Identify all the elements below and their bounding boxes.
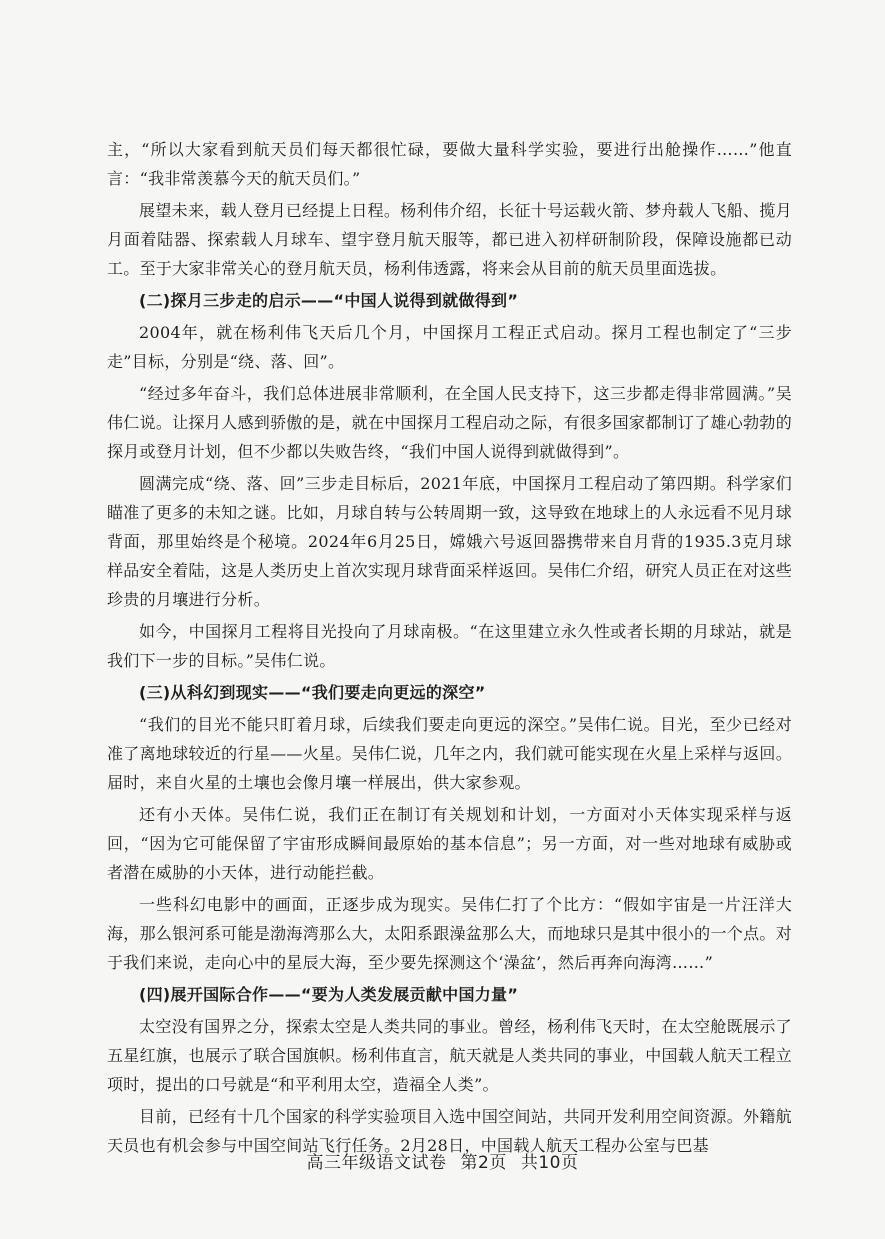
- article-body: [107, 135, 792, 1160]
- paragraph-space-station: 目前，已经有十几个国家的科学实验项目入选中国空间站，共同开发利用空间资源。外籍航天员也有机会参与中国空间站飞行任务。2月28日，中国载人航天工程办公室与巴基: [107, 1107, 792, 1155]
- paragraph-small-bodies: 还有小天体。吴伟仁说，我们正在制订有关规划和计划，一方面对小天体实现采样与返回，“因为它可能保留了宇宙形成瞬间最原始的基本信息”；另一方面，对一些对地球有威胁或者潜在威胁的小天体，进行动能拦截。: [107, 805, 792, 882]
- paragraph-deep-space: “我们的目光不能只盯着月球，后续我们要走向更远的深空。”吴伟仁说。目光，至少已经对准了离地球较近的行星——火星。吴伟仁说，几年之内，我们就可能实现在火星上采样与返回。届时，来自火星的土壤也会像月壤一样展出，供大家参观。: [107, 715, 792, 792]
- paragraph-cooperation: 太空没有国界之分，探索太空是人类共同的事业。曾经，杨利伟飞天时，在太空舱既展示了五星红旗，也展示了联合国旗帜。杨利伟直言，航天就是人类共同的事业，中国载人航天工程立项时，提出的口号就是“和平利用太空，造福全人类”。: [107, 1017, 792, 1094]
- paragraph-continuation: 主，“所以大家看到航天员们每天都很忙碌，要做大量科学实验，要进行出舱操作……”他直言：“我非常羡慕今天的航天员们。”: [107, 140, 792, 188]
- paragraph-south-pole: 如今，中国探月工程将目光投向了月球南极。“在这里建立永久性或者长期的月球站，就是我们下一步的目标。”吴伟仁说。: [107, 622, 792, 670]
- paragraph-phase-four: 圆满完成“绕、落、回”三步走目标后，2021年底，中国探月工程启动了第四期。科学家们瞄准了更多的未知之谜。比如，月球自转与公转周期一致，这导致在地球上的人永远看不见月球背面，那里始终是个秘境。2024年6月25日，嫦娥六号返回器携带来自月背的1935.3克月球样品安全着陆，这是人类历史上首次实现月球背面采样返回。吴伟仁介绍，研究人员正在对这些珍贵的月壤进行分析。: [107, 474, 792, 609]
- page-number: 第2页: [460, 1153, 507, 1173]
- total-pages: 共10页: [520, 1153, 579, 1173]
- paragraph-lunar-progress: “经过多年奋斗，我们总体进展非常顺利，在全国人民支持下，这三步都走得非常圆满。”吴伟仁说。让探月人感到骄傲的是，就在中国探月工程启动之际，有很多国家都制订了雄心勃勃的探月或登月计划，但不少都以失败告终，“我们中国人说得到就做得到”。: [107, 384, 792, 461]
- exam-title: 高三年级语文试卷: [306, 1153, 447, 1173]
- section-heading-3: (三)从科幻到现实——“我们要走向更远的深空”: [139, 683, 486, 702]
- section-heading-2: (二)探月三步走的启示——“中国人说得到就做得到”: [139, 291, 519, 310]
- page-footer: [0, 1148, 885, 1173]
- paragraph-sci-fi: 一些科幻电影中的画面，正逐步成为现实。吴伟仁打了个比方：“假如宇宙是一片汪洋大海，那么银河系可能是渤海湾那么大，太阳系跟澡盆那么大，而地球只是其中很小的一个点。对于我们来说，走向心中的星辰大海，至少要先探测这个‘澡盆’，然后再奔向海湾……”: [107, 895, 792, 972]
- section-heading-4: (四)展开国际合作——“要为人类发展贡献中国力量”: [139, 985, 519, 1004]
- paragraph-lunar-start: 2004年，就在杨利伟飞天后几个月，中国探月工程正式启动。探月工程也制定了“三步走”目标，分别是“绕、落、回”。: [107, 323, 792, 371]
- paragraph-outlook: 展望未来，载人登月已经提上日程。杨利伟介绍，长征十号运载火箭、梦舟载人飞船、揽月月面着陆器、探索载人月球车、望宇登月航天服等，都已进入初样研制阶段，保障设施都已动工。至于大家非常关心的登月航天员，杨利伟透露，将来会从目前的航天员里面选拔。: [107, 201, 792, 278]
